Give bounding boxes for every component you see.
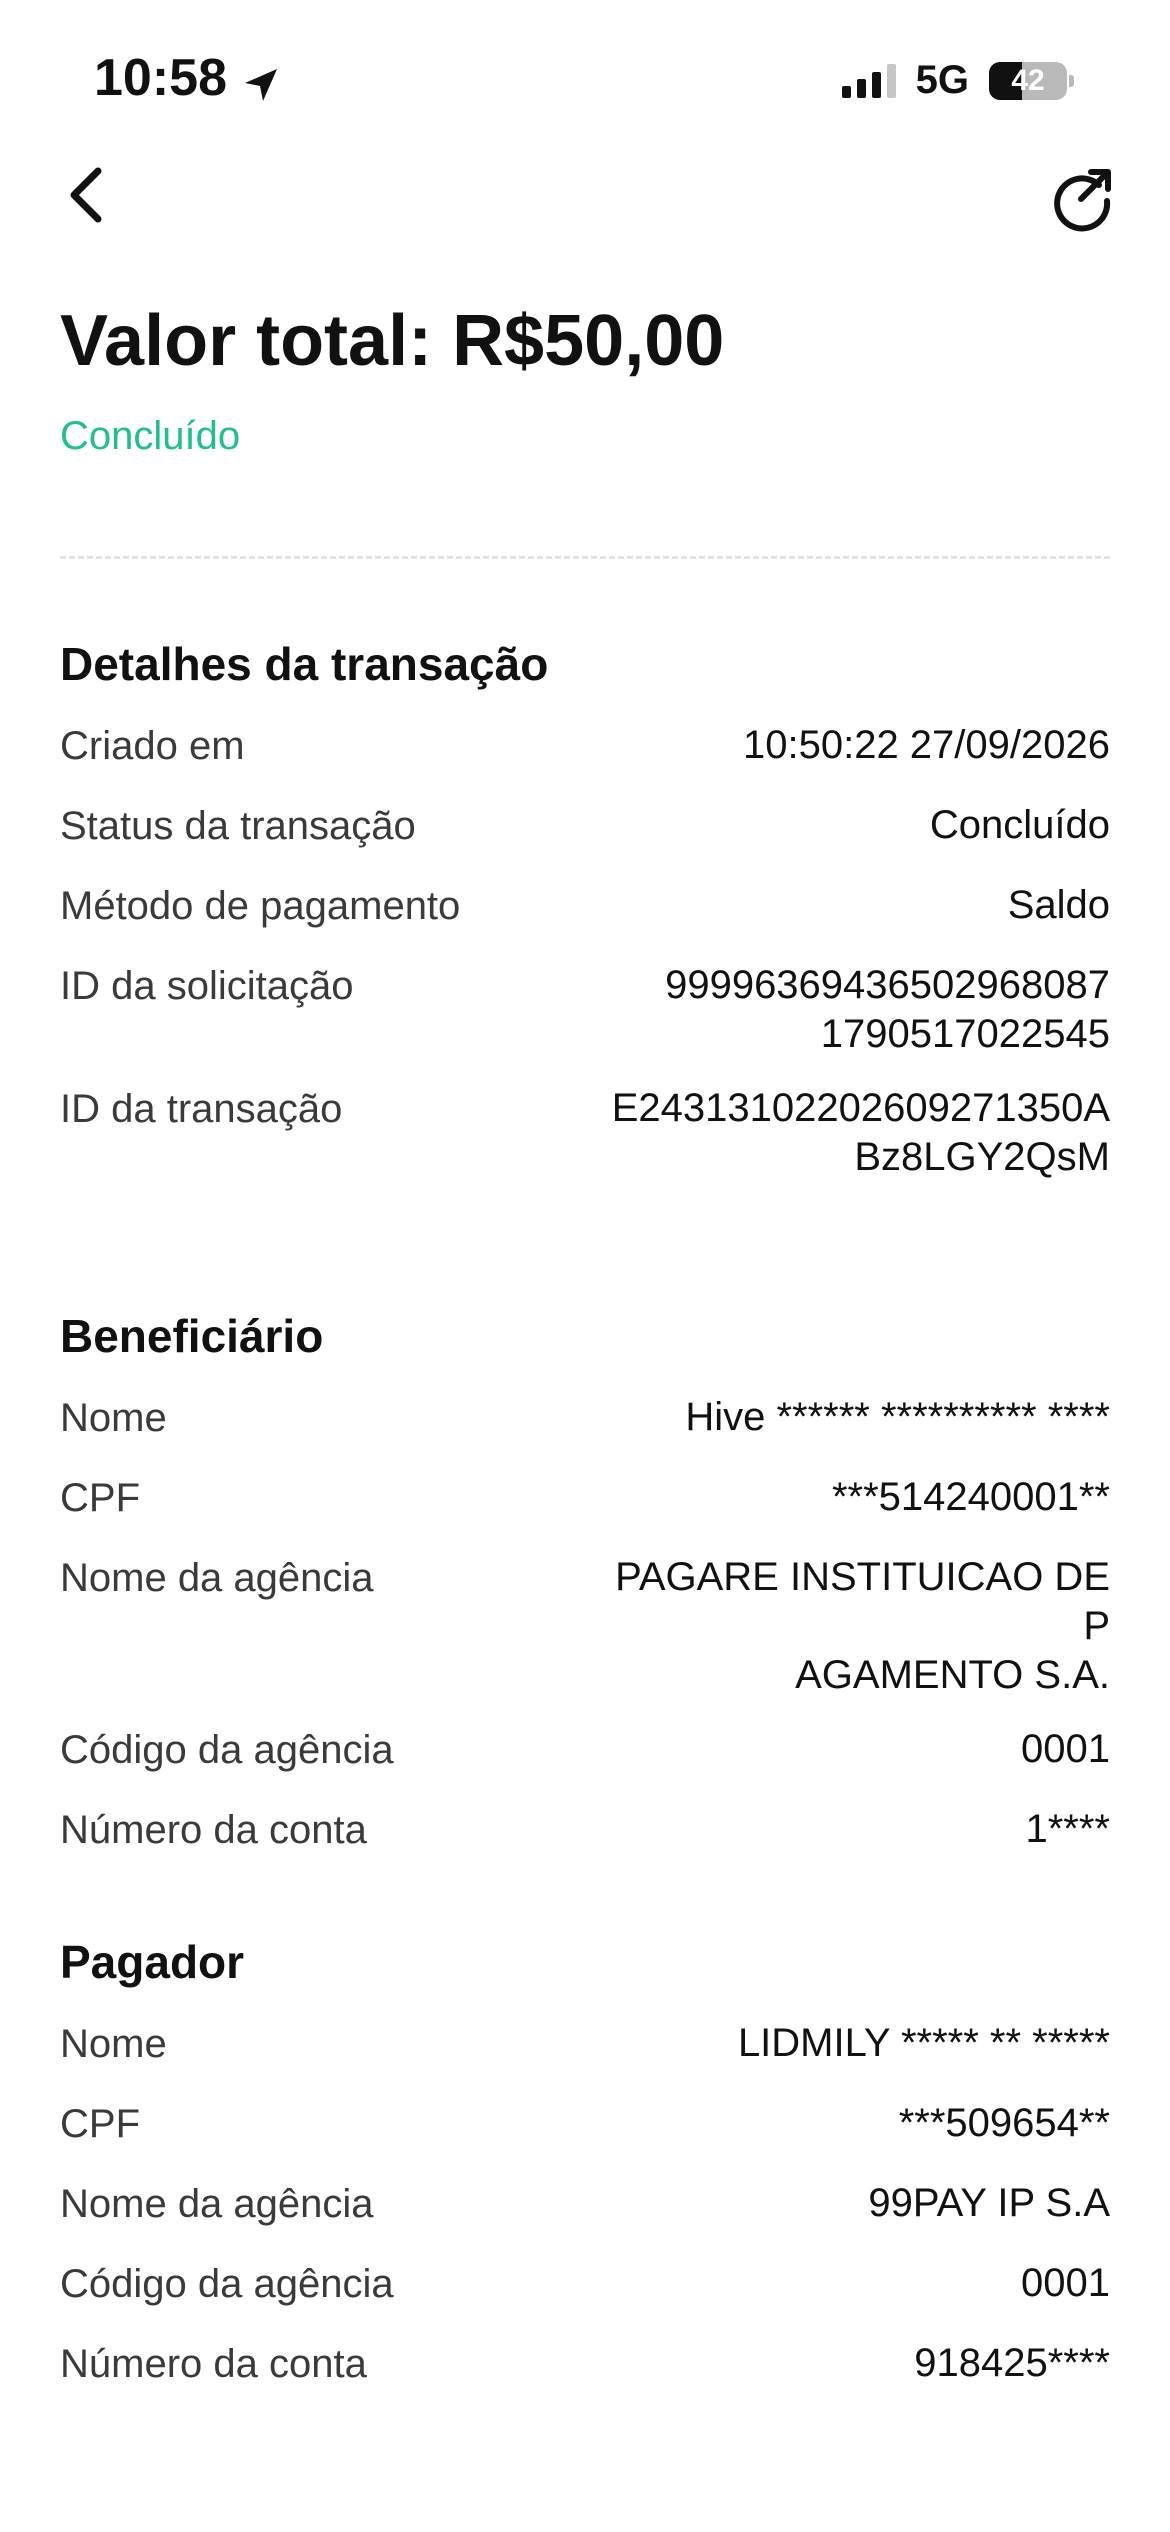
detail-label: Nome — [60, 2022, 167, 2066]
section-title-transaction: Detalhes da transação — [60, 638, 549, 690]
status-time-text: 10:58 — [94, 49, 227, 107]
detail-value: Concluído — [929, 803, 1110, 847]
share-arrow-icon — [1047, 163, 1117, 233]
detail-label: ID da solicitação — [60, 964, 354, 1008]
detail-value: Hive ****** ********** **** — [685, 1395, 1110, 1439]
detail-value: 99PAY IP S.A — [868, 2181, 1110, 2225]
detail-label: Número da conta — [60, 2342, 367, 2386]
page-title: Valor total: R$50,00 — [60, 301, 725, 381]
detail-row — [60, 1388, 1110, 1448]
beneficiary-section — [60, 1304, 1110, 1880]
detail-value: 99996369436502968087 1790517022545 — [665, 963, 1110, 1056]
divider — [60, 556, 1110, 559]
detail-value: ***509654** — [898, 2101, 1110, 2145]
detail-row — [60, 1079, 1110, 1182]
network-label: 5G — [915, 58, 969, 102]
transaction-rows — [60, 716, 1110, 1182]
payer-section — [60, 1930, 1110, 2414]
detail-row — [60, 956, 1110, 1059]
detail-row — [60, 1720, 1110, 1780]
detail-label: Nome — [60, 1396, 167, 1440]
detail-label: Status da transação — [60, 804, 416, 848]
share-button[interactable] — [1044, 160, 1120, 236]
detail-value: 10:50:22 27/09/2026 — [742, 723, 1110, 767]
detail-row — [60, 1548, 1110, 1700]
battery-cap — [1069, 75, 1074, 87]
detail-row — [60, 716, 1110, 776]
detail-value: 0001 — [1021, 2261, 1110, 2305]
detail-label: Código da agência — [60, 2262, 394, 2306]
cellular-signal-icon — [842, 64, 896, 98]
detail-value: 0001 — [1021, 1727, 1110, 1771]
detail-row — [60, 2174, 1110, 2234]
detail-label: ID da transação — [60, 1087, 343, 1131]
status-bar — [0, 0, 1170, 150]
detail-row — [60, 1800, 1110, 1860]
payer-rows — [60, 2014, 1110, 2394]
detail-value: 1**** — [1025, 1807, 1110, 1851]
detail-value: 918425**** — [914, 2341, 1110, 2385]
transaction-details-section — [60, 632, 1110, 1202]
detail-row — [60, 2334, 1110, 2394]
battery-percentage: 42 — [1011, 63, 1045, 97]
battery-icon — [989, 62, 1067, 100]
detail-value: Saldo — [1007, 883, 1110, 927]
detail-label: Nome da agência — [60, 1556, 374, 1600]
detail-label: CPF — [60, 1476, 140, 1520]
detail-value: E24313102202609271350A Bz8LGY2QsM — [611, 1086, 1110, 1179]
detail-value: ***514240001** — [831, 1475, 1110, 1519]
detail-label: Criado em — [60, 724, 245, 768]
detail-label: Método de pagamento — [60, 884, 461, 928]
chevron-left-icon — [66, 165, 106, 225]
detail-row — [60, 1468, 1110, 1528]
status-badge: Concluído — [60, 414, 241, 458]
status-indicators — [842, 58, 1074, 103]
back-button[interactable] — [58, 160, 114, 230]
detail-label: Código da agência — [60, 1728, 394, 1772]
detail-row — [60, 796, 1110, 856]
section-title-beneficiary: Beneficiário — [60, 1310, 324, 1362]
detail-value: LIDMILY ***** ** ***** — [737, 2021, 1110, 2065]
detail-row — [60, 876, 1110, 936]
detail-label: Número da conta — [60, 1808, 367, 1852]
detail-row — [60, 2014, 1110, 2074]
detail-label: CPF — [60, 2102, 140, 2146]
detail-value: PAGARE INSTITUICAO DE P AGAMENTO S.A. — [615, 1555, 1110, 1697]
location-arrow-icon — [241, 58, 281, 98]
detail-row — [60, 2094, 1110, 2154]
section-title-payer: Pagador — [60, 1936, 245, 1988]
status-time — [94, 48, 281, 108]
detail-row — [60, 2254, 1110, 2314]
beneficiary-rows — [60, 1388, 1110, 1860]
detail-label: Nome da agência — [60, 2182, 374, 2226]
